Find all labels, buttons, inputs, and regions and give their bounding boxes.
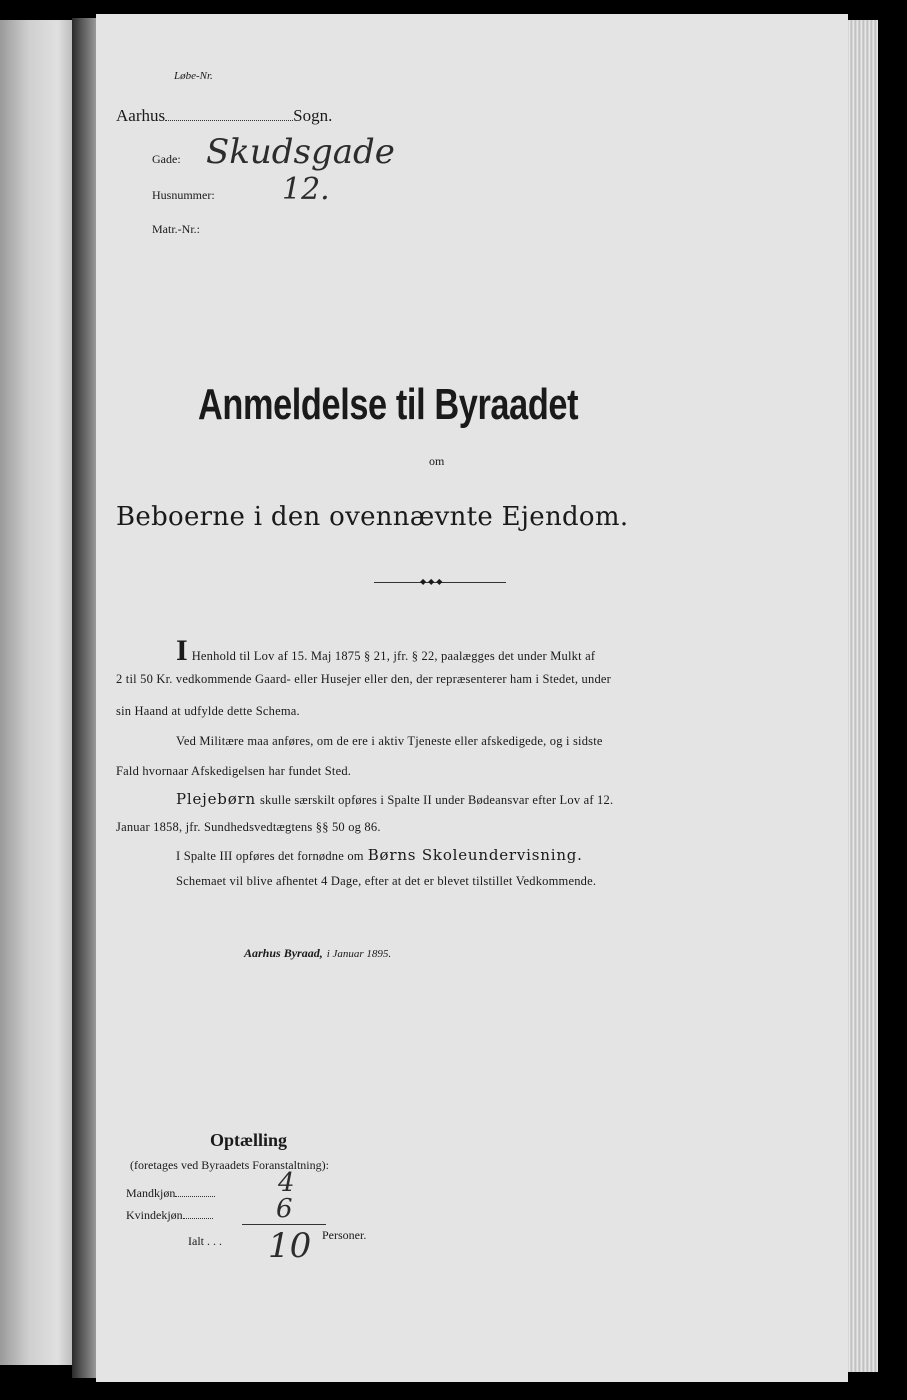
female-label: Kvindekjøn xyxy=(126,1208,183,1222)
paragraph-3-line-2: Januar 1858, jfr. Sundhedsvedtægtens §§ 50 og 86. xyxy=(116,820,381,834)
p4-text: I Spalte III opføres det fornødne om xyxy=(176,849,364,863)
left-page-edge xyxy=(0,20,72,1365)
male-label: Mandkjøn xyxy=(126,1186,176,1200)
document-title: Anmeldelse til Byraadet xyxy=(198,380,579,429)
document-subtitle: Beboerne i den ovennævnte Ejendom. xyxy=(116,502,629,532)
paragraph-1-line-2: 2 til 50 Kr. vedkommende Gaard- eller Husejer eller den, der repræsenterer ham i Stedet, under xyxy=(116,672,612,686)
gade-value-handwritten: Skudsgade xyxy=(206,132,395,172)
title-om: om xyxy=(429,454,445,468)
signature-date: i Januar 1895. xyxy=(326,948,392,960)
p3-emphasis-plejeborn: Plejebørn xyxy=(176,790,256,808)
female-value-handwritten: 6 xyxy=(276,1194,293,1224)
paragraph-5: Schemaet vil blive afhentet 4 Dage, efter at det er blevet tilstillet Vedkommende. xyxy=(176,874,597,888)
lobe-nr-label: Løbe-Nr. xyxy=(174,70,213,82)
page-stack-edges xyxy=(848,20,878,1372)
sum-line xyxy=(242,1224,326,1225)
paragraph-2-line-2: Fald hvornaar Afskedigelsen har fundet Sted. xyxy=(116,764,352,778)
male-dotline xyxy=(175,1196,215,1197)
male-value-handwritten: 4 xyxy=(278,1168,295,1198)
female-dotline xyxy=(183,1218,213,1219)
paragraph-1-line-1 xyxy=(176,634,595,668)
signature-place: Aarhus Byraad, xyxy=(244,946,323,960)
parish-label-left: Aarhus xyxy=(116,106,166,125)
drop-cap-i: I xyxy=(176,634,188,667)
p1-line1-text: Henhold til Lov af 15. Maj 1875 § 21, jfr. § 22, paalægges det under Mulkt af xyxy=(191,649,596,663)
total-row: Ialt . . . xyxy=(188,1234,222,1248)
female-row xyxy=(126,1208,213,1223)
count-heading: Optælling xyxy=(210,1130,288,1150)
parish-dotline xyxy=(165,120,293,121)
parish-line xyxy=(116,106,332,126)
p3-line1-text: skulle særskilt opføres i Spalte II under Bødeansvar efter Lov af 12. xyxy=(259,793,614,807)
document-page xyxy=(96,14,848,1382)
gade-label: Gade: xyxy=(152,152,181,166)
husnummer-label: Husnummer: xyxy=(152,188,215,202)
parish-label-right: Sogn. xyxy=(293,106,333,125)
p4-emphasis: Børns Skoleundervisning. xyxy=(367,846,583,864)
male-row xyxy=(126,1186,215,1201)
paragraph-2-line-1: Ved Militære maa anføres, om de ere i aktiv Tjeneste eller afskedigede, og i sidste xyxy=(176,734,603,748)
total-label: Ialt xyxy=(188,1234,204,1248)
paragraph-4 xyxy=(176,846,583,865)
matr-nr-label: Matr.-Nr.: xyxy=(152,222,200,236)
total-value-handwritten: 10 xyxy=(268,1226,312,1266)
persons-label: Personer. xyxy=(322,1228,367,1242)
paragraph-3-line-1 xyxy=(176,790,613,809)
signature-line xyxy=(244,944,391,962)
count-note: (foretages ved Byraadets Foranstaltning): xyxy=(130,1158,329,1172)
ornament-divider: ◆ ◆ ◆ xyxy=(374,579,506,585)
paragraph-1-line-3: sin Haand at udfylde dette Schema. xyxy=(116,704,300,718)
husnummer-value-handwritten: 12. xyxy=(282,172,330,207)
